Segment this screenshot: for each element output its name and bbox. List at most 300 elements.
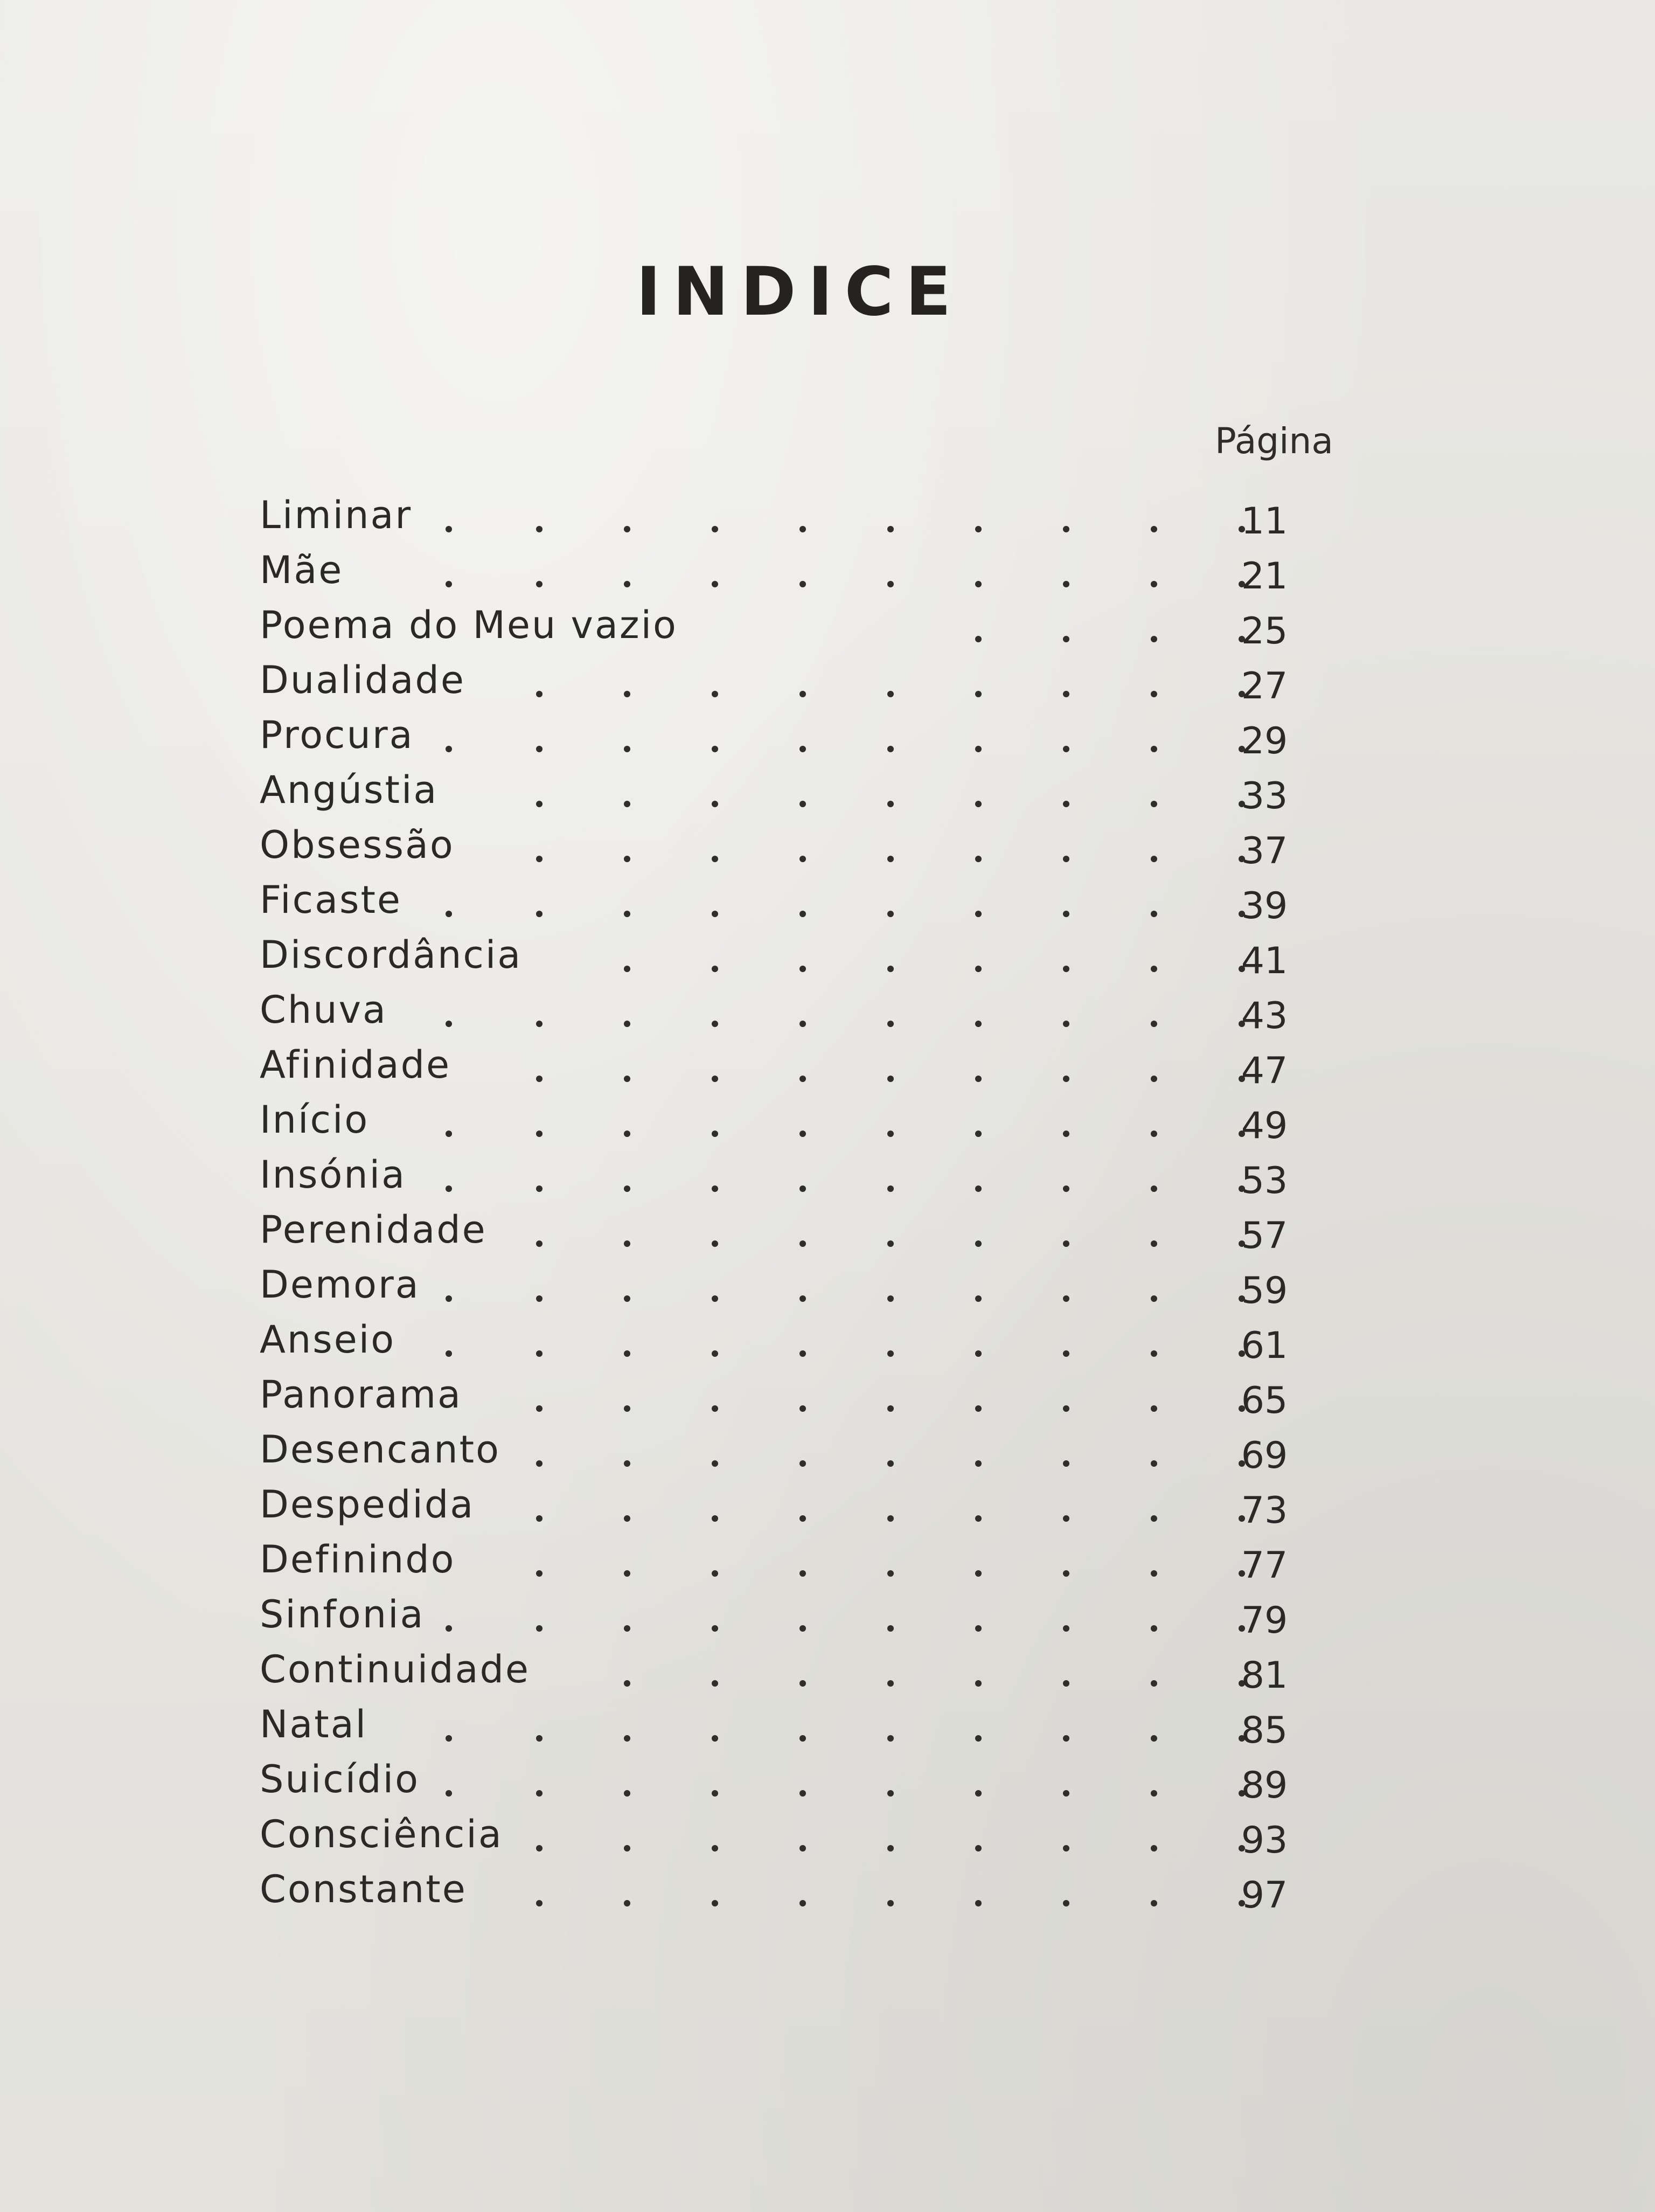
toc-entry: [260, 488, 1305, 543]
leader-dot: [624, 581, 630, 587]
leader-dot: [1063, 1845, 1069, 1852]
toc-entry-page-number: 47: [1241, 1050, 1288, 1092]
leader-dot: [712, 1680, 718, 1687]
leader-dot: [887, 1735, 894, 1742]
toc-entry-title: Definindo: [260, 1537, 456, 1582]
leader-dot: [799, 691, 806, 697]
leader-dot: [536, 801, 543, 807]
leader-dot: [799, 1240, 806, 1247]
leader-dot: [799, 1735, 806, 1742]
leader-dot: [887, 1625, 894, 1632]
dot-leader: [260, 1807, 1213, 1862]
dot-leader: [260, 1642, 1213, 1697]
leader-dot: [887, 691, 894, 697]
leader-dot: [1151, 691, 1157, 697]
leader-dot: [712, 1625, 718, 1632]
leader-dot: [799, 1900, 806, 1906]
toc-entry-title: Continuidade: [260, 1647, 530, 1691]
leader-dot: [887, 1405, 894, 1412]
toc-entry-page-number: 81: [1241, 1654, 1288, 1697]
toc-entry-title: Constante: [260, 1867, 467, 1911]
dot-leader: [260, 1202, 1213, 1257]
leader-dot: [975, 1790, 982, 1797]
dot-leader: [260, 1477, 1213, 1532]
leader-dot: [624, 1405, 630, 1412]
toc-entry: [260, 1257, 1305, 1312]
toc-entry-page-number: 57: [1241, 1215, 1288, 1257]
dot-leader: [260, 653, 1213, 708]
leader-dot: [1151, 1460, 1157, 1467]
leader-dot: [624, 1790, 630, 1797]
leader-dot: [799, 1460, 806, 1467]
leader-dot: [1063, 1680, 1069, 1687]
leader-dot: [1063, 1625, 1069, 1632]
leader-dot: [536, 1460, 543, 1467]
leader-dot: [536, 691, 543, 697]
toc-entry-page-number: 53: [1241, 1160, 1288, 1202]
leader-dot: [887, 1900, 894, 1906]
leader-dot: [799, 1790, 806, 1797]
toc-entry: [260, 653, 1305, 708]
leader-dot: [887, 581, 894, 587]
leader-dot: [446, 1350, 452, 1357]
toc-entry: [260, 1312, 1305, 1367]
leader-dot: [887, 1185, 894, 1192]
leader-dot: [624, 1076, 630, 1082]
leader-dot: [624, 1131, 630, 1137]
leader-dot: [536, 1185, 543, 1192]
leader-dot: [446, 1021, 452, 1027]
toc-entry: [260, 1147, 1305, 1202]
leader-dot: [799, 1625, 806, 1632]
leader-dot: [975, 746, 982, 752]
leader-dot: [624, 1735, 630, 1742]
leader-dot: [624, 966, 630, 972]
leader-dot: [887, 1515, 894, 1522]
leader-dot: [624, 1900, 630, 1906]
toc-entry-page-number: 61: [1241, 1325, 1288, 1367]
leader-dot: [712, 1240, 718, 1247]
leader-dot: [1151, 1570, 1157, 1577]
leader-dot: [975, 1240, 982, 1247]
leader-dot: [975, 581, 982, 587]
toc-entry-page-number: 59: [1241, 1270, 1288, 1312]
dot-leader: [260, 1037, 1213, 1092]
leader-dot: [624, 1350, 630, 1357]
leader-dot: [536, 911, 543, 917]
toc-entry-title: Anseio: [260, 1318, 396, 1362]
leader-dot: [536, 856, 543, 862]
leader-dot: [1063, 966, 1069, 972]
toc-entry-title: Panorama: [260, 1372, 462, 1417]
toc-entry: [260, 1037, 1305, 1092]
leader-dot: [799, 911, 806, 917]
dot-leader: [260, 1422, 1213, 1477]
leader-dot: [1063, 1900, 1069, 1906]
leader-dot: [446, 746, 452, 752]
leader-dot: [536, 581, 543, 587]
leader-dot: [1063, 1240, 1069, 1247]
leader-dot: [536, 746, 543, 752]
toc-entry-page-number: 43: [1241, 995, 1288, 1037]
leader-dot: [712, 1900, 718, 1906]
leader-dot: [536, 1350, 543, 1357]
leader-dot: [712, 746, 718, 752]
toc-entry: [260, 543, 1305, 598]
toc-entry-title: Mãe: [260, 548, 344, 592]
leader-dot: [887, 1131, 894, 1137]
leader-dot: [712, 1295, 718, 1302]
leader-dot: [712, 801, 718, 807]
leader-dot: [887, 1845, 894, 1852]
leader-dot: [887, 1350, 894, 1357]
leader-dot: [446, 1131, 452, 1137]
dot-leader: [260, 708, 1213, 762]
leader-dot: [624, 746, 630, 752]
leader-dot: [1063, 526, 1069, 532]
toc-entry-title: Insónia: [260, 1153, 407, 1197]
leader-dot: [624, 1625, 630, 1632]
dot-leader: [260, 488, 1213, 543]
toc-entry-page-number: 21: [1241, 555, 1288, 598]
dot-leader: [260, 872, 1213, 927]
leader-dot: [975, 636, 982, 642]
leader-dot: [975, 691, 982, 697]
leader-dot: [624, 1185, 630, 1192]
leader-dot: [887, 526, 894, 532]
leader-dot: [1151, 1900, 1157, 1906]
leader-dot: [536, 1735, 543, 1742]
leader-dot: [446, 581, 452, 587]
dot-leader: [260, 1312, 1213, 1367]
toc-entry-page-number: 39: [1241, 885, 1288, 927]
leader-dot: [1151, 966, 1157, 972]
toc-entry-title: Perenidade: [260, 1208, 487, 1252]
toc-entry: [260, 982, 1305, 1037]
toc-entry-title: Demora: [260, 1263, 420, 1307]
toc-entry: [260, 927, 1305, 982]
leader-dot: [1151, 1845, 1157, 1852]
leader-dot: [1063, 856, 1069, 862]
toc-entry: [260, 1642, 1305, 1697]
leader-dot: [975, 1131, 982, 1137]
leader-dot: [712, 1350, 718, 1357]
leader-dot: [975, 1900, 982, 1906]
toc-entry: [260, 1532, 1305, 1587]
leader-dot: [1151, 1790, 1157, 1797]
toc-entry-page-number: 37: [1241, 830, 1288, 872]
toc-entry: [260, 1587, 1305, 1642]
leader-dot: [446, 1295, 452, 1302]
leader-dot: [975, 1680, 982, 1687]
dot-leader: [260, 927, 1213, 982]
toc-entry-title: Dualidade: [260, 658, 465, 702]
leader-dot: [1151, 746, 1157, 752]
toc-entry-page-number: 29: [1241, 720, 1288, 762]
dot-leader: [260, 543, 1213, 598]
toc-entry-page-number: 89: [1241, 1764, 1288, 1807]
leader-dot: [887, 1240, 894, 1247]
leader-dot: [887, 1680, 894, 1687]
leader-dot: [975, 1735, 982, 1742]
toc-entry: [260, 872, 1305, 927]
toc-entry-title: Poema do Meu vazio: [260, 603, 678, 647]
dot-leader: [260, 1752, 1213, 1807]
toc-entry-title: Suicídio: [260, 1757, 420, 1801]
leader-dot: [446, 526, 452, 532]
leader-dot: [887, 1570, 894, 1577]
leader-dot: [624, 1240, 630, 1247]
toc-entry-title: Angústia: [260, 768, 439, 812]
dot-leader: [260, 1697, 1213, 1752]
toc-entry-title: Despedida: [260, 1482, 475, 1527]
dot-leader: [260, 762, 1213, 817]
leader-dot: [1063, 1515, 1069, 1522]
page-title: INDICE: [636, 253, 963, 331]
toc-entry-page-number: 93: [1241, 1819, 1288, 1862]
leader-dot: [799, 746, 806, 752]
leader-dot: [624, 691, 630, 697]
toc-entry-title: Procura: [260, 713, 414, 757]
dot-leader: [260, 1092, 1213, 1147]
leader-dot: [799, 801, 806, 807]
leader-dot: [712, 1735, 718, 1742]
leader-dot: [712, 1405, 718, 1412]
leader-dot: [624, 856, 630, 862]
toc-entry: [260, 1092, 1305, 1147]
leader-dot: [624, 1295, 630, 1302]
leader-dot: [1063, 1735, 1069, 1742]
toc-entry-title: Ficaste: [260, 878, 402, 922]
leader-dot: [1063, 1460, 1069, 1467]
leader-dot: [536, 1845, 543, 1852]
dot-leader: [260, 1532, 1213, 1587]
leader-dot: [712, 856, 718, 862]
leader-dot: [887, 1295, 894, 1302]
leader-dot: [1151, 1240, 1157, 1247]
leader-dot: [975, 1515, 982, 1522]
toc-entry-page-number: 25: [1241, 610, 1288, 653]
leader-dot: [887, 1076, 894, 1082]
dot-leader: [260, 1587, 1213, 1642]
leader-dot: [887, 856, 894, 862]
toc-entry: [260, 1752, 1305, 1807]
leader-dot: [975, 1460, 982, 1467]
leader-dot: [887, 966, 894, 972]
leader-dot: [975, 801, 982, 807]
leader-dot: [1151, 1680, 1157, 1687]
leader-dot: [712, 1515, 718, 1522]
toc-entry: [260, 1422, 1305, 1477]
leader-dot: [975, 1405, 982, 1412]
leader-dot: [1151, 581, 1157, 587]
leader-dot: [887, 911, 894, 917]
toc-entry-page-number: 11: [1241, 500, 1288, 543]
leader-dot: [712, 911, 718, 917]
leader-dot: [712, 1570, 718, 1577]
toc-entry-page-number: 97: [1241, 1874, 1288, 1917]
toc-entry-page-number: 69: [1241, 1434, 1288, 1477]
leader-dot: [536, 1405, 543, 1412]
toc-entry: [260, 762, 1305, 817]
leader-dot: [1063, 1076, 1069, 1082]
leader-dot: [712, 966, 718, 972]
leader-dot: [536, 1570, 543, 1577]
leader-dot: [536, 1076, 543, 1082]
leader-dot: [624, 526, 630, 532]
leader-dot: [1151, 911, 1157, 917]
toc-entry-title: Início: [260, 1098, 370, 1142]
leader-dot: [975, 1625, 982, 1632]
leader-dot: [712, 1460, 718, 1467]
leader-dot: [799, 1131, 806, 1137]
toc-entry-title: Consciência: [260, 1812, 503, 1856]
leader-dot: [536, 1790, 543, 1797]
leader-dot: [1151, 801, 1157, 807]
leader-dot: [1151, 1625, 1157, 1632]
toc-entry: [260, 1807, 1305, 1862]
leader-dot: [536, 1240, 543, 1247]
leader-dot: [799, 1076, 806, 1082]
leader-dot: [1151, 1405, 1157, 1412]
leader-dot: [712, 1131, 718, 1137]
toc-entry: [260, 1202, 1305, 1257]
leader-dot: [1063, 1295, 1069, 1302]
leader-dot: [887, 1460, 894, 1467]
toc-entry-title: Discordância: [260, 933, 523, 977]
leader-dot: [975, 1185, 982, 1192]
leader-dot: [799, 856, 806, 862]
table-of-contents: [260, 488, 1305, 1917]
leader-dot: [1063, 911, 1069, 917]
leader-dot: [1063, 691, 1069, 697]
leader-dot: [624, 1845, 630, 1852]
leader-dot: [1151, 1515, 1157, 1522]
leader-dot: [712, 1021, 718, 1027]
toc-entry: [260, 817, 1305, 872]
toc-entry-page-number: 41: [1241, 940, 1288, 982]
toc-entry: [260, 1862, 1305, 1917]
leader-dot: [1151, 526, 1157, 532]
dot-leader: [260, 982, 1213, 1037]
leader-dot: [536, 1900, 543, 1906]
leader-dot: [1063, 1185, 1069, 1192]
toc-entry-page-number: 73: [1241, 1489, 1288, 1532]
leader-dot: [799, 1680, 806, 1687]
leader-dot: [799, 1021, 806, 1027]
toc-entry-page-number: 85: [1241, 1709, 1288, 1752]
leader-dot: [887, 1021, 894, 1027]
leader-dot: [1151, 1021, 1157, 1027]
leader-dot: [1151, 856, 1157, 862]
leader-dot: [1151, 1131, 1157, 1137]
leader-dot: [1063, 1021, 1069, 1027]
leader-dot: [1151, 1350, 1157, 1357]
leader-dot: [536, 1021, 543, 1027]
leader-dot: [1063, 636, 1069, 642]
leader-dot: [1151, 1735, 1157, 1742]
leader-dot: [536, 1295, 543, 1302]
leader-dot: [799, 581, 806, 587]
leader-dot: [1063, 746, 1069, 752]
leader-dot: [975, 966, 982, 972]
leader-dot: [624, 911, 630, 917]
leader-dot: [712, 1076, 718, 1082]
leader-dot: [446, 911, 452, 917]
leader-dot: [975, 856, 982, 862]
leader-dot: [712, 1845, 718, 1852]
leader-dot: [624, 1460, 630, 1467]
toc-entry-page-number: 77: [1241, 1544, 1288, 1587]
leader-dot: [536, 1515, 543, 1522]
toc-entry-title: Sinfonia: [260, 1592, 425, 1637]
leader-dot: [624, 1570, 630, 1577]
leader-dot: [887, 1790, 894, 1797]
toc-entry-title: Chuva: [260, 988, 387, 1032]
toc-entry-title: Natal: [260, 1702, 368, 1746]
toc-entry: [260, 708, 1305, 762]
leader-dot: [975, 1295, 982, 1302]
leader-dot: [975, 1021, 982, 1027]
leader-dot: [712, 1790, 718, 1797]
toc-entry-title: Liminar: [260, 493, 413, 537]
leader-dot: [536, 526, 543, 532]
leader-dot: [1151, 1185, 1157, 1192]
leader-dot: [975, 1350, 982, 1357]
dot-leader: [260, 817, 1213, 872]
toc-entry-page-number: 27: [1241, 665, 1288, 708]
leader-dot: [1063, 1350, 1069, 1357]
toc-entry-title: Afinidade: [260, 1043, 451, 1087]
page-column-header: Página: [1215, 420, 1333, 462]
leader-dot: [446, 1185, 452, 1192]
leader-dot: [799, 1295, 806, 1302]
toc-entry-page-number: 49: [1241, 1105, 1288, 1147]
dot-leader: [260, 1257, 1213, 1312]
leader-dot: [1151, 1076, 1157, 1082]
leader-dot: [887, 801, 894, 807]
leader-dot: [446, 1625, 452, 1632]
leader-dot: [624, 801, 630, 807]
leader-dot: [975, 1076, 982, 1082]
leader-dot: [799, 1845, 806, 1852]
toc-entry: [260, 1477, 1305, 1532]
leader-dot: [712, 526, 718, 532]
leader-dot: [536, 1625, 543, 1632]
toc-entry: [260, 598, 1305, 653]
leader-dot: [624, 1680, 630, 1687]
leader-dot: [1063, 1570, 1069, 1577]
toc-entry-title: Desencanto: [260, 1427, 500, 1472]
leader-dot: [1151, 1295, 1157, 1302]
toc-entry-page-number: 65: [1241, 1379, 1288, 1422]
leader-dot: [975, 526, 982, 532]
dot-leader: [260, 598, 1213, 653]
leader-dot: [1063, 801, 1069, 807]
leader-dot: [799, 1185, 806, 1192]
leader-dot: [975, 1570, 982, 1577]
leader-dot: [799, 966, 806, 972]
leader-dot: [712, 581, 718, 587]
leader-dot: [446, 1735, 452, 1742]
leader-dot: [1063, 1790, 1069, 1797]
leader-dot: [1151, 636, 1157, 642]
toc-entry-page-number: 33: [1241, 775, 1288, 817]
leader-dot: [799, 1350, 806, 1357]
leader-dot: [1063, 1405, 1069, 1412]
leader-dot: [799, 1405, 806, 1412]
leader-dot: [887, 746, 894, 752]
